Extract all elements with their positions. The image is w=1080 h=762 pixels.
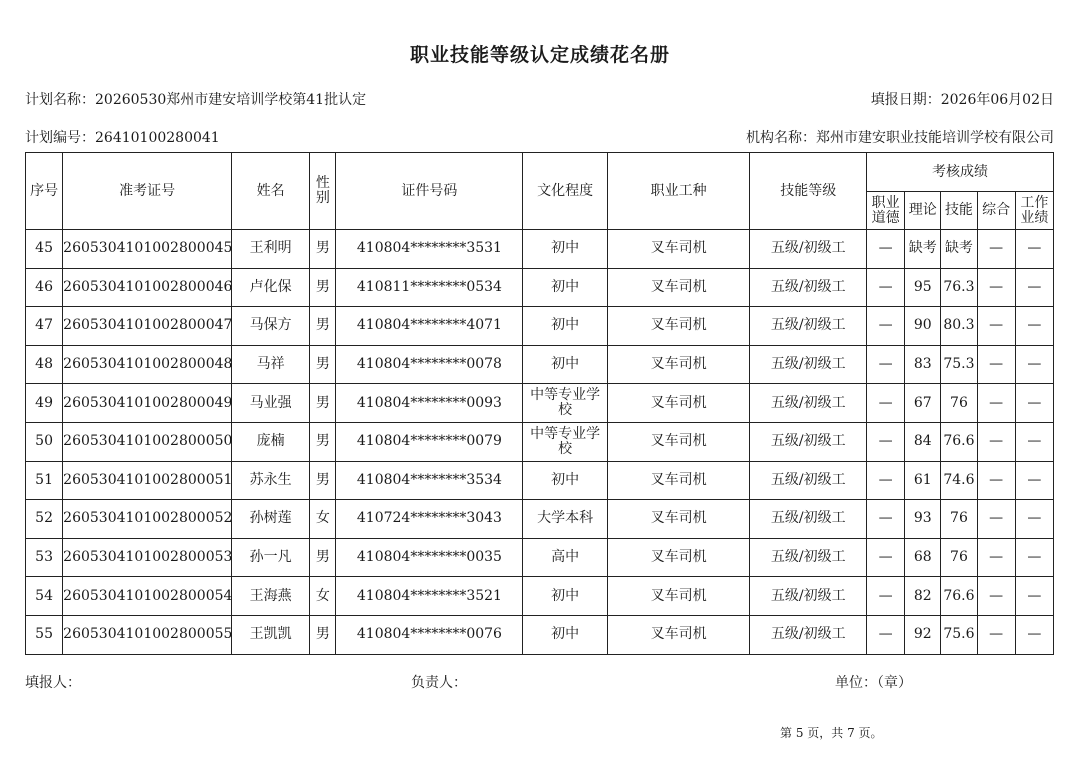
cell-skill: 80.3 (941, 307, 977, 346)
cell-occupation: 叉车司机 (607, 577, 750, 616)
cell-exam-no: 2605304101002800045 (63, 230, 232, 269)
cell-id-no: 410804********3531 (336, 230, 523, 269)
table-row (26, 230, 1054, 269)
cell-theory: 61 (905, 461, 941, 500)
plan-name (25, 89, 366, 109)
cell-id-no: 410804********0035 (336, 538, 523, 577)
cell-overall: — (977, 230, 1015, 269)
cell-education: 大学本科 (523, 500, 607, 539)
cell-education: 初中 (523, 307, 607, 346)
cell-level: 五级/初级工 (750, 307, 867, 346)
cell-level: 五级/初级工 (750, 268, 867, 307)
cell-theory: 83 (905, 345, 941, 384)
table-row (26, 461, 1054, 500)
cell-skill: 76 (941, 384, 977, 423)
cell-theory: 缺考 (905, 230, 941, 269)
cell-overall: — (977, 615, 1015, 654)
cell-education: 初中 (523, 345, 607, 384)
cell-occupation: 叉车司机 (607, 500, 750, 539)
cell-theory: 92 (905, 615, 941, 654)
cell-skill: 76 (941, 500, 977, 539)
cell-seq: 54 (26, 577, 63, 616)
cell-gender: 男 (310, 230, 336, 269)
table-row (26, 577, 1054, 616)
cell-work: — (1015, 577, 1053, 616)
cell-education: 初中 (523, 461, 607, 500)
table-row (26, 384, 1054, 423)
cell-theory: 93 (905, 500, 941, 539)
cell-seq: 47 (26, 307, 63, 346)
header-name: 姓名 (231, 153, 309, 230)
cell-education: 初中 (523, 615, 607, 654)
cell-gender: 男 (310, 268, 336, 307)
cell-gender: 男 (310, 538, 336, 577)
cell-work: — (1015, 500, 1053, 539)
plan-name-label: 计划名称： (25, 92, 95, 108)
plan-number (25, 127, 220, 147)
cell-work: — (1015, 345, 1053, 384)
cell-education: 中等专业学校 (523, 384, 607, 423)
cell-overall: — (977, 384, 1015, 423)
header-scores: 考核成绩 (867, 153, 1054, 192)
plan-number-value: 26410100280041 (95, 130, 220, 146)
cell-gender: 男 (310, 384, 336, 423)
cell-work: — (1015, 307, 1053, 346)
cell-gender: 男 (310, 307, 336, 346)
header-education: 文化程度 (523, 153, 607, 230)
cell-seq: 51 (26, 461, 63, 500)
cell-occupation: 叉车司机 (607, 307, 750, 346)
cell-level: 五级/初级工 (750, 577, 867, 616)
cell-skill: 76 (941, 538, 977, 577)
cell-ethics: — (867, 268, 905, 307)
table-row (26, 307, 1054, 346)
cell-work: — (1015, 538, 1053, 577)
table-body (26, 230, 1054, 655)
cell-exam-no: 2605304101002800050 (63, 422, 232, 461)
cell-seq: 50 (26, 422, 63, 461)
cell-gender: 女 (310, 577, 336, 616)
report-date (871, 89, 1054, 109)
cell-level: 五级/初级工 (750, 384, 867, 423)
cell-ethics: — (867, 538, 905, 577)
cell-gender: 男 (310, 461, 336, 500)
cell-exam-no: 2605304101002800046 (63, 268, 232, 307)
report-date-label: 填报日期： (870, 92, 941, 108)
cell-skill: 76.6 (941, 422, 977, 461)
plan-name-value: 20260530郑州市建安培训学校第41批认定 (95, 92, 367, 108)
cell-exam-no: 2605304101002800051 (63, 461, 232, 500)
cell-skill: 74.6 (941, 461, 977, 500)
header-seq: 序号 (26, 153, 63, 230)
header-gender: 性别 (310, 153, 336, 230)
cell-exam-no: 2605304101002800048 (63, 345, 232, 384)
header-overall: 综合 (977, 192, 1015, 230)
cell-name: 马祥 (231, 345, 309, 384)
cell-occupation: 叉车司机 (607, 268, 750, 307)
cell-id-no: 410804********0079 (336, 422, 523, 461)
cell-work: — (1015, 230, 1053, 269)
cell-gender: 男 (310, 422, 336, 461)
cell-name: 苏永生 (231, 461, 309, 500)
cell-skill: 75.3 (941, 345, 977, 384)
cell-skill: 75.6 (941, 615, 977, 654)
report-date-value: 2026年06月02日 (940, 92, 1054, 108)
org-name-value: 郑州市建安职业技能培训学校有限公司 (816, 130, 1054, 146)
cell-exam-no: 2605304101002800052 (63, 500, 232, 539)
cell-occupation: 叉车司机 (607, 384, 750, 423)
page-title: 职业技能等级认定成绩花名册 (409, 44, 670, 66)
cell-id-no: 410811********0534 (336, 268, 523, 307)
cell-work: — (1015, 268, 1053, 307)
cell-id-no: 410804********4071 (336, 307, 523, 346)
table-row (26, 500, 1054, 539)
score-table (25, 152, 1054, 655)
table-row (26, 615, 1054, 654)
cell-theory: 82 (905, 577, 941, 616)
cell-seq: 53 (26, 538, 63, 577)
cell-work: — (1015, 422, 1053, 461)
cell-theory: 84 (905, 422, 941, 461)
cell-exam-no: 2605304101002800053 (63, 538, 232, 577)
org-name-label: 机构名称： (746, 130, 816, 146)
cell-work: — (1015, 384, 1053, 423)
cell-name: 卢化保 (231, 268, 309, 307)
cell-skill: 76.6 (941, 577, 977, 616)
table-row (26, 268, 1054, 307)
plan-number-label: 计划编号： (25, 130, 95, 146)
cell-level: 五级/初级工 (750, 422, 867, 461)
cell-level: 五级/初级工 (750, 538, 867, 577)
cell-theory: 68 (905, 538, 941, 577)
cell-seq: 55 (26, 615, 63, 654)
cell-overall: — (977, 461, 1015, 500)
table-row (26, 422, 1054, 461)
cell-exam-no: 2605304101002800055 (63, 615, 232, 654)
cell-overall: — (977, 500, 1015, 539)
cell-name: 孙树莲 (231, 500, 309, 539)
cell-ethics: — (867, 500, 905, 539)
cell-skill: 76.3 (941, 268, 977, 307)
footer-filler: 填报人： (25, 675, 81, 691)
table-header-row (26, 153, 1054, 192)
cell-overall: — (977, 538, 1015, 577)
cell-gender: 男 (310, 615, 336, 654)
footer-leader: 负责人： (411, 675, 467, 691)
cell-exam-no: 2605304101002800047 (63, 307, 232, 346)
cell-ethics: — (867, 384, 905, 423)
cell-occupation: 叉车司机 (607, 345, 750, 384)
cell-overall: — (977, 307, 1015, 346)
cell-level: 五级/初级工 (750, 230, 867, 269)
cell-education: 初中 (523, 577, 607, 616)
table-row (26, 345, 1054, 384)
cell-id-no: 410804********3521 (336, 577, 523, 616)
cell-gender: 女 (310, 500, 336, 539)
cell-overall: — (977, 268, 1015, 307)
header-work: 工作业绩 (1015, 192, 1053, 230)
header-exam-no: 准考证号 (63, 153, 232, 230)
cell-exam-no: 2605304101002800054 (63, 577, 232, 616)
cell-gender: 男 (310, 345, 336, 384)
cell-ethics: — (867, 345, 905, 384)
cell-ethics: — (867, 461, 905, 500)
cell-id-no: 410804********3534 (336, 461, 523, 500)
cell-name: 孙一凡 (231, 538, 309, 577)
cell-overall: — (977, 345, 1015, 384)
cell-exam-no: 2605304101002800049 (63, 384, 232, 423)
cell-seq: 46 (26, 268, 63, 307)
cell-occupation: 叉车司机 (607, 422, 750, 461)
table-row (26, 538, 1054, 577)
cell-seq: 48 (26, 345, 63, 384)
cell-theory: 67 (905, 384, 941, 423)
cell-id-no: 410804********0076 (336, 615, 523, 654)
cell-name: 王海燕 (231, 577, 309, 616)
cell-level: 五级/初级工 (750, 615, 867, 654)
cell-ethics: — (867, 577, 905, 616)
cell-id-no: 410804********0093 (336, 384, 523, 423)
cell-seq: 45 (26, 230, 63, 269)
cell-occupation: 叉车司机 (607, 230, 750, 269)
cell-name: 庞楠 (231, 422, 309, 461)
cell-ethics: — (867, 307, 905, 346)
cell-name: 马业强 (231, 384, 309, 423)
cell-education: 初中 (523, 268, 607, 307)
cell-id-no: 410724********3043 (336, 500, 523, 539)
cell-ethics: — (867, 230, 905, 269)
cell-overall: — (977, 422, 1015, 461)
cell-level: 五级/初级工 (750, 500, 867, 539)
cell-theory: 95 (905, 268, 941, 307)
cell-ethics: — (867, 422, 905, 461)
cell-name: 王利明 (231, 230, 309, 269)
cell-overall: — (977, 577, 1015, 616)
org-name (746, 127, 1054, 147)
header-occupation: 职业工种 (607, 153, 750, 230)
cell-name: 王凯凯 (231, 615, 309, 654)
header-id-no: 证件号码 (336, 153, 523, 230)
cell-id-no: 410804********0078 (336, 345, 523, 384)
cell-occupation: 叉车司机 (607, 461, 750, 500)
cell-seq: 49 (26, 384, 63, 423)
cell-education: 初中 (523, 230, 607, 269)
cell-education: 高中 (523, 538, 607, 577)
header-skill: 技能 (941, 192, 977, 230)
cell-occupation: 叉车司机 (607, 538, 750, 577)
header-theory: 理论 (905, 192, 941, 230)
cell-level: 五级/初级工 (750, 345, 867, 384)
cell-work: — (1015, 615, 1053, 654)
cell-skill: 缺考 (941, 230, 977, 269)
cell-ethics: — (867, 615, 905, 654)
cell-level: 五级/初级工 (750, 461, 867, 500)
page-number: 第 5 页，共 7 页。 (780, 726, 883, 740)
header-ethics: 职业道德 (867, 192, 905, 230)
cell-name: 马保方 (231, 307, 309, 346)
cell-work: — (1015, 461, 1053, 500)
cell-theory: 90 (905, 307, 941, 346)
cell-occupation: 叉车司机 (607, 615, 750, 654)
cell-education: 中等专业学校 (523, 422, 607, 461)
footer-unit: 单位：（章） (835, 675, 912, 691)
header-level: 技能等级 (750, 153, 867, 230)
cell-seq: 52 (26, 500, 63, 539)
